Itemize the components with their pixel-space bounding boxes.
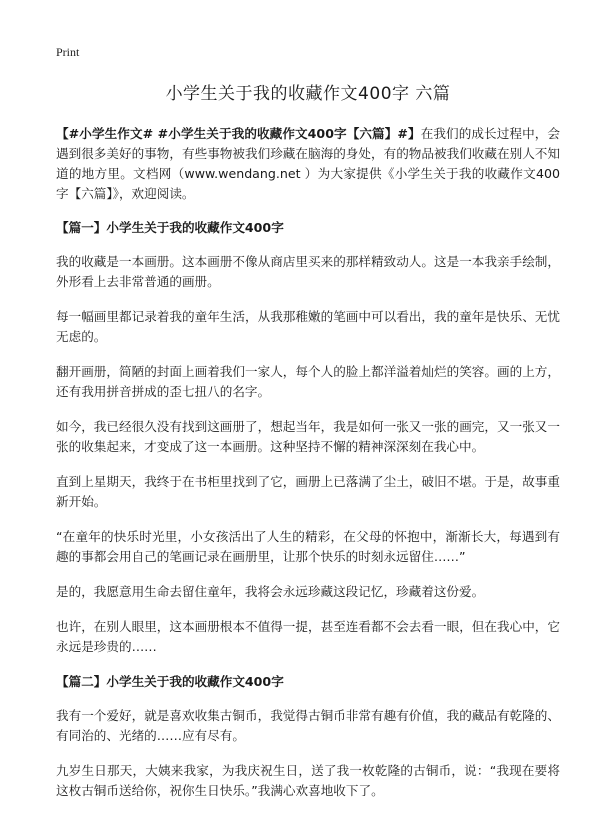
print-link[interactable]: Print [56, 45, 80, 59]
paragraph: 直到上星期天，我终于在书柜里找到了它，画册上已落满了尘土，破旧不堪。于是，故事重新开始。 [56, 474, 560, 509]
paragraph: 是的，我愿意用生命去留住童年，我将会永远珍藏这段记忆，珍藏着这份爱。 [56, 584, 485, 599]
paragraph: 如今，我已经很久没有找到这画册了，想起当年，我是如何一张又一张的画完，又一张又一张的收集起来，才变成了这一本画册。这种坚持不懈的精神深深刻在我心中。 [56, 419, 560, 454]
section-heading-1: 【篇一】小学生关于我的收藏作文400字 [56, 220, 284, 235]
paragraph: 也许，在别人眼里，这本画册根本不值得一提，甚至连看都不会去看一眼，但在我心中，它永远是珍贵的…… [56, 619, 560, 654]
document-title: 小学生关于我的收藏作文400字 六篇 [165, 84, 451, 104]
intro-paragraph [56, 124, 560, 204]
section-heading-2: 【篇二】小学生关于我的收藏作文400字 [56, 674, 284, 689]
intro-text: 在我们的成长过程中，会遇到很多美好的事物，有些事物被我们珍藏在脑海的身处，有的物品被我们收藏在别人不知道的地方里。文档网（www.wendang.net ）为大家提供《小学生关于我的收藏作文400字【六篇】》，欢迎阅读。 [56, 126, 561, 201]
paragraph: “在童年的快乐时光里，小女孩活出了人生的精彩，在父母的怀抱中，渐渐长大，每遇到有趣的事都会用自己的笔画记录在画册里，让那个快乐的时刻永远留住……” [56, 529, 560, 564]
paragraph: 我的收藏是一本画册。这本画册不像从商店里买来的那样精致动人。这是一本我亲手绘制，外形看上去非常普通的画册。 [56, 254, 560, 289]
paragraph: 翻开画册，简陋的封面上画着我们一家人，每个人的脸上都洋溢着灿烂的笑容。画的上方，还有我用拼音拼成的歪七扭八的名字。 [56, 364, 560, 399]
paragraph: 九岁生日那天，大姨来我家，为我庆祝生日，送了我一枚乾隆的古铜币，说：“我现在要将这枚古铜币送给你，祝你生日快乐。”我满心欢喜地收下了。 [56, 763, 560, 798]
intro-tag-line: 【#小学生作文# #小学生关于我的收藏作文400字【六篇】#】 [56, 126, 421, 141]
paragraph: 每一幅画里都记录着我的童年生活，从我那稚嫩的笔画中可以看出，我的童年是快乐、无忧无虑的。 [56, 309, 560, 344]
paragraph: 我有一个爱好，就是喜欢收集古铜币，我觉得古铜币非常有趣有价值，我的藏品有乾隆的、有同治的、光绪的……应有尽有。 [56, 708, 560, 743]
